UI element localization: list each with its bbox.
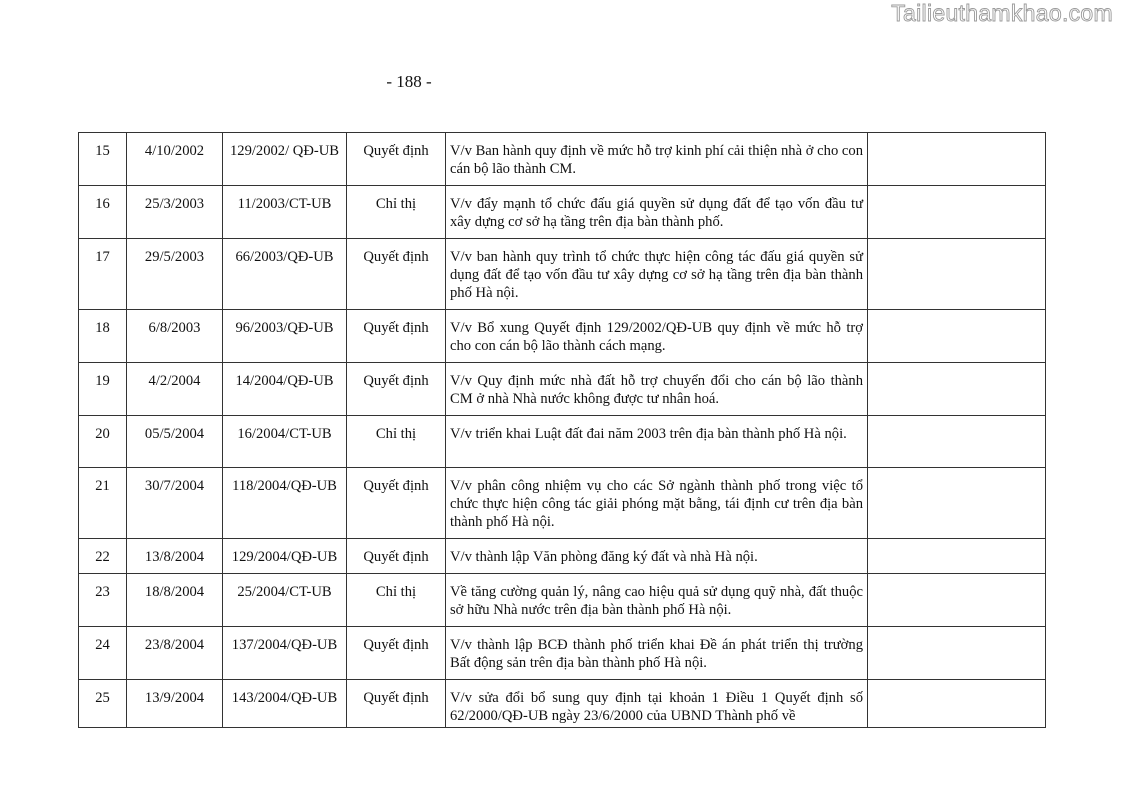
row-stt: 25 <box>79 680 127 728</box>
row-note <box>868 468 1046 539</box>
row-document-type: Quyết định <box>347 627 446 680</box>
watermark-text: Tailieuthamkhao.com <box>891 0 1113 26</box>
row-description-text: V/v sửa đổi bổ sung quy định tại khoản 1 Điều 1 Quyết định số 62/2000/QĐ-UB ngày 23/6/2000 của UBND Thành phố về <box>450 690 863 724</box>
table-row <box>79 468 1046 539</box>
table-row <box>79 363 1046 416</box>
row-note <box>868 680 1046 728</box>
row-date: 23/8/2004 <box>127 627 223 680</box>
row-description: V/v thành lập BCĐ thành phố triển khai Đề án phát triển thị trường Bất động sản trên địa bàn thành phố Hà nội. <box>446 627 868 680</box>
row-document-number: 66/2003/QĐ-UB <box>223 239 347 310</box>
row-date: 30/7/2004 <box>127 468 223 539</box>
row-document-type: Quyết định <box>347 239 446 310</box>
row-stt: 15 <box>79 133 127 186</box>
row-description: Về tăng cường quản lý, nâng cao hiệu quả sử dụng quỹ nhà, đất thuộc sở hữu Nhà nước trên địa bàn thành phố Hà nội. <box>446 574 868 627</box>
row-description: V/v thành lập Văn phòng đăng ký đất và nhà Hà nội. <box>446 539 868 574</box>
table-row <box>79 416 1046 468</box>
row-note <box>868 574 1046 627</box>
row-note <box>868 310 1046 363</box>
row-document-number: 25/2004/CT-UB <box>223 574 347 627</box>
row-stt: 22 <box>79 539 127 574</box>
row-document-type: Quyết định <box>347 133 446 186</box>
row-description: V/v Bổ xung Quyết định 129/2002/QĐ-UB quy định về mức hỗ trợ cho con cán bộ lão thành cách mạng. <box>446 310 868 363</box>
row-document-number: 96/2003/QĐ-UB <box>223 310 347 363</box>
row-stt: 17 <box>79 239 127 310</box>
row-note <box>868 539 1046 574</box>
row-document-type: Quyết định <box>347 310 446 363</box>
row-document-type: Quyết định <box>347 539 446 574</box>
row-date: 4/10/2002 <box>127 133 223 186</box>
table-row <box>79 574 1046 627</box>
row-document-number: 129/2002/ QĐ-UB <box>223 133 347 186</box>
row-stt: 23 <box>79 574 127 627</box>
document-list-table <box>78 132 1046 728</box>
row-date: 18/8/2004 <box>127 574 223 627</box>
table-row <box>79 186 1046 239</box>
row-document-number: 11/2003/CT-UB <box>223 186 347 239</box>
row-stt: 20 <box>79 416 127 468</box>
row-note <box>868 627 1046 680</box>
row-document-type: Quyết định <box>347 468 446 539</box>
row-document-number: 14/2004/QĐ-UB <box>223 363 347 416</box>
row-document-number: 137/2004/QĐ-UB <box>223 627 347 680</box>
row-document-type: Quyết định <box>347 680 446 728</box>
row-note <box>868 416 1046 468</box>
row-date: 29/5/2003 <box>127 239 223 310</box>
row-date: 25/3/2003 <box>127 186 223 239</box>
row-description: V/v ban hành quy trình tổ chức thực hiện công tác đấu giá quyền sử dụng đất để tạo vốn đầu tư xây dựng cơ sở hạ tầng trên địa bàn thành phố Hà nội. <box>446 239 868 310</box>
row-document-type: Chỉ thị <box>347 186 446 239</box>
table-row <box>79 310 1046 363</box>
row-note <box>868 186 1046 239</box>
table-row <box>79 239 1046 310</box>
row-stt: 24 <box>79 627 127 680</box>
page-number: - 188 - <box>386 72 432 91</box>
row-description: V/v phân công nhiệm vụ cho các Sở ngành thành phố trong việc tổ chức thực hiện công tác giải phóng mặt bằng, tái định cư trên địa bàn thành phố Hà nội. <box>446 468 868 539</box>
row-date: 4/2/2004 <box>127 363 223 416</box>
table-body <box>79 133 1046 728</box>
row-document-type: Chỉ thị <box>347 416 446 468</box>
row-note <box>868 133 1046 186</box>
row-note <box>868 239 1046 310</box>
row-stt: 18 <box>79 310 127 363</box>
row-document-number: 16/2004/CT-UB <box>223 416 347 468</box>
row-date: 6/8/2003 <box>127 310 223 363</box>
row-date: 13/9/2004 <box>127 680 223 728</box>
table-row <box>79 627 1046 680</box>
row-date: 05/5/2004 <box>127 416 223 468</box>
row-document-type: Chỉ thị <box>347 574 446 627</box>
row-stt: 21 <box>79 468 127 539</box>
row-document-number: 129/2004/QĐ-UB <box>223 539 347 574</box>
row-date: 13/8/2004 <box>127 539 223 574</box>
row-note <box>868 363 1046 416</box>
row-description: V/v Ban hành quy định về mức hỗ trợ kinh phí cải thiện nhà ở cho con cán bộ lão thành CM. <box>446 133 868 186</box>
row-stt: 19 <box>79 363 127 416</box>
row-document-number: 143/2004/QĐ-UB <box>223 680 347 728</box>
table-row <box>79 680 1046 728</box>
row-description: V/v đẩy mạnh tổ chức đấu giá quyền sử dụng đất để tạo vốn đầu tư xây dựng cơ sở hạ tầng trên địa bàn thành phố. <box>446 186 868 239</box>
row-description: V/v triển khai Luật đất đai năm 2003 trên địa bàn thành phố Hà nội. <box>446 416 868 468</box>
table-row <box>79 133 1046 186</box>
row-document-number: 118/2004/QĐ-UB <box>223 468 347 539</box>
row-document-type: Quyết định <box>347 363 446 416</box>
row-stt: 16 <box>79 186 127 239</box>
row-description: V/v Quy định mức nhà đất hỗ trợ chuyển đổi cho cán bộ lão thành CM ở nhà Nhà nước không được tư nhân hoá. <box>446 363 868 416</box>
row-description <box>446 680 868 728</box>
table-row <box>79 539 1046 574</box>
